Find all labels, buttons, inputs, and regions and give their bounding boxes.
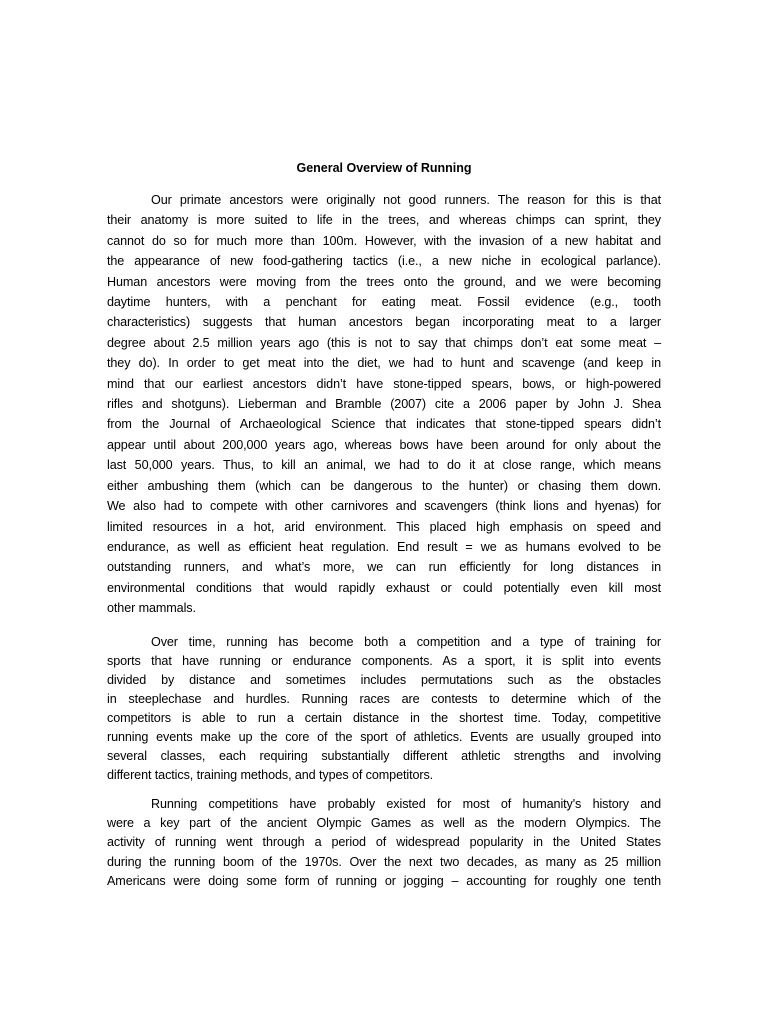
text-line: characteristics) suggests that human ancestors began incorporating meat to a larger [107,315,661,330]
text-line: outstanding runners, and what’s more, we can run efficiently for long distances in [107,560,661,575]
text-line: running events make up the core of the sport of athletics. Events are usually grouped into [107,730,661,744]
text-line: We also had to compete with other carnivores and scavengers (think lions and hyenas) for [107,499,661,514]
text-line: their anatomy is more suited to life in the trees, and whereas chimps can sprint, they [107,213,661,228]
text-line: several classes, each requiring substantially different athletic strengths and involving [107,749,661,764]
text-line: either ambushing them (which can be dangerous to the hunter) or chasing them down. [107,478,661,493]
text-line: Over time, running has become both a competition and a type of training for [151,634,661,649]
text-line: last 50,000 years. Thus, to kill an animal, we had to do it at close range, which means [107,458,661,473]
text-line: they do). In order to get meat into the diet, we had to hunt and scavenge (and keep in [107,356,661,371]
text-line: rifles and shotguns). Lieberman and Bramble (2007) cite a 2006 paper by John J. Shea [107,397,661,412]
text-line: Human ancestors were moving from the trees onto the ground, and we were becoming [107,274,661,289]
paragraph-3 [107,795,661,890]
text-line: were a key part of the ancient Olympic Games as well as the modern Olympics. The [107,816,661,831]
text-line: sports that have running or endurance components. As a sport, it is split into events [107,653,661,668]
text-line: appear until about 200,000 years ago, whereas bows have been around for only about the [107,437,661,452]
text-line: Running competitions have probably existed for most of humanity's history and [151,797,661,812]
paragraph-1 [107,190,661,619]
document-body [107,159,661,891]
text-line: mind that our earliest ancestors didn’t have stone-tipped spears, bows, or high-powered [107,376,661,391]
text-line: in steeplechase and hurdles. Running races are contests to determine which of the [107,691,661,706]
text-line: daytime hunters, with a penchant for eating meat. Fossil evidence (e.g., tooth [107,295,661,310]
text-line: Our primate ancestors were originally not good runners. The reason for this is that [151,193,661,207]
text-line: during the running boom of the 1970s. Over the next two decades, as many as 25 million [107,854,661,869]
text-line: degree about 2.5 million years ago (this is not to say that chimps don’t eat some meat – [107,335,661,350]
text-line: environmental conditions that would rapidly exhaust or could potentially even kill most [107,580,661,595]
text-line: endurance, as well as efficient heat regulation. End result = we as humans evolved to be [107,539,661,554]
text-line: other mammals. [107,601,196,616]
text-line: limited resources in a hot, arid environment. This placed high emphasis on speed and [107,519,661,534]
text-line: from the Journal of Archaeological Science that indicates that stone-tipped spears didn’t [107,417,661,432]
text-line: the appearance of new food-gathering tactics (i.e., a new niche in ecological parlance). [107,254,661,269]
document-title: General Overview of Running [296,161,472,175]
text-line: different tactics, training methods, and types of competitors. [107,768,434,783]
text-line: divided by distance and sometimes includes permutations such as the obstacles [107,672,661,687]
text-line: activity of running went through a period of widespread popularity in the United States [107,835,661,850]
text-line: cannot do so for much more than 100m. However, with the invasion of a new habitat and [107,233,661,248]
text-line: Americans were doing some form of running or jogging – accounting for roughly one tenth [107,873,661,888]
paragraph-2 [107,633,661,786]
text-line: competitors is able to run a certain distance in the shortest time. Today, competitive [107,710,661,725]
